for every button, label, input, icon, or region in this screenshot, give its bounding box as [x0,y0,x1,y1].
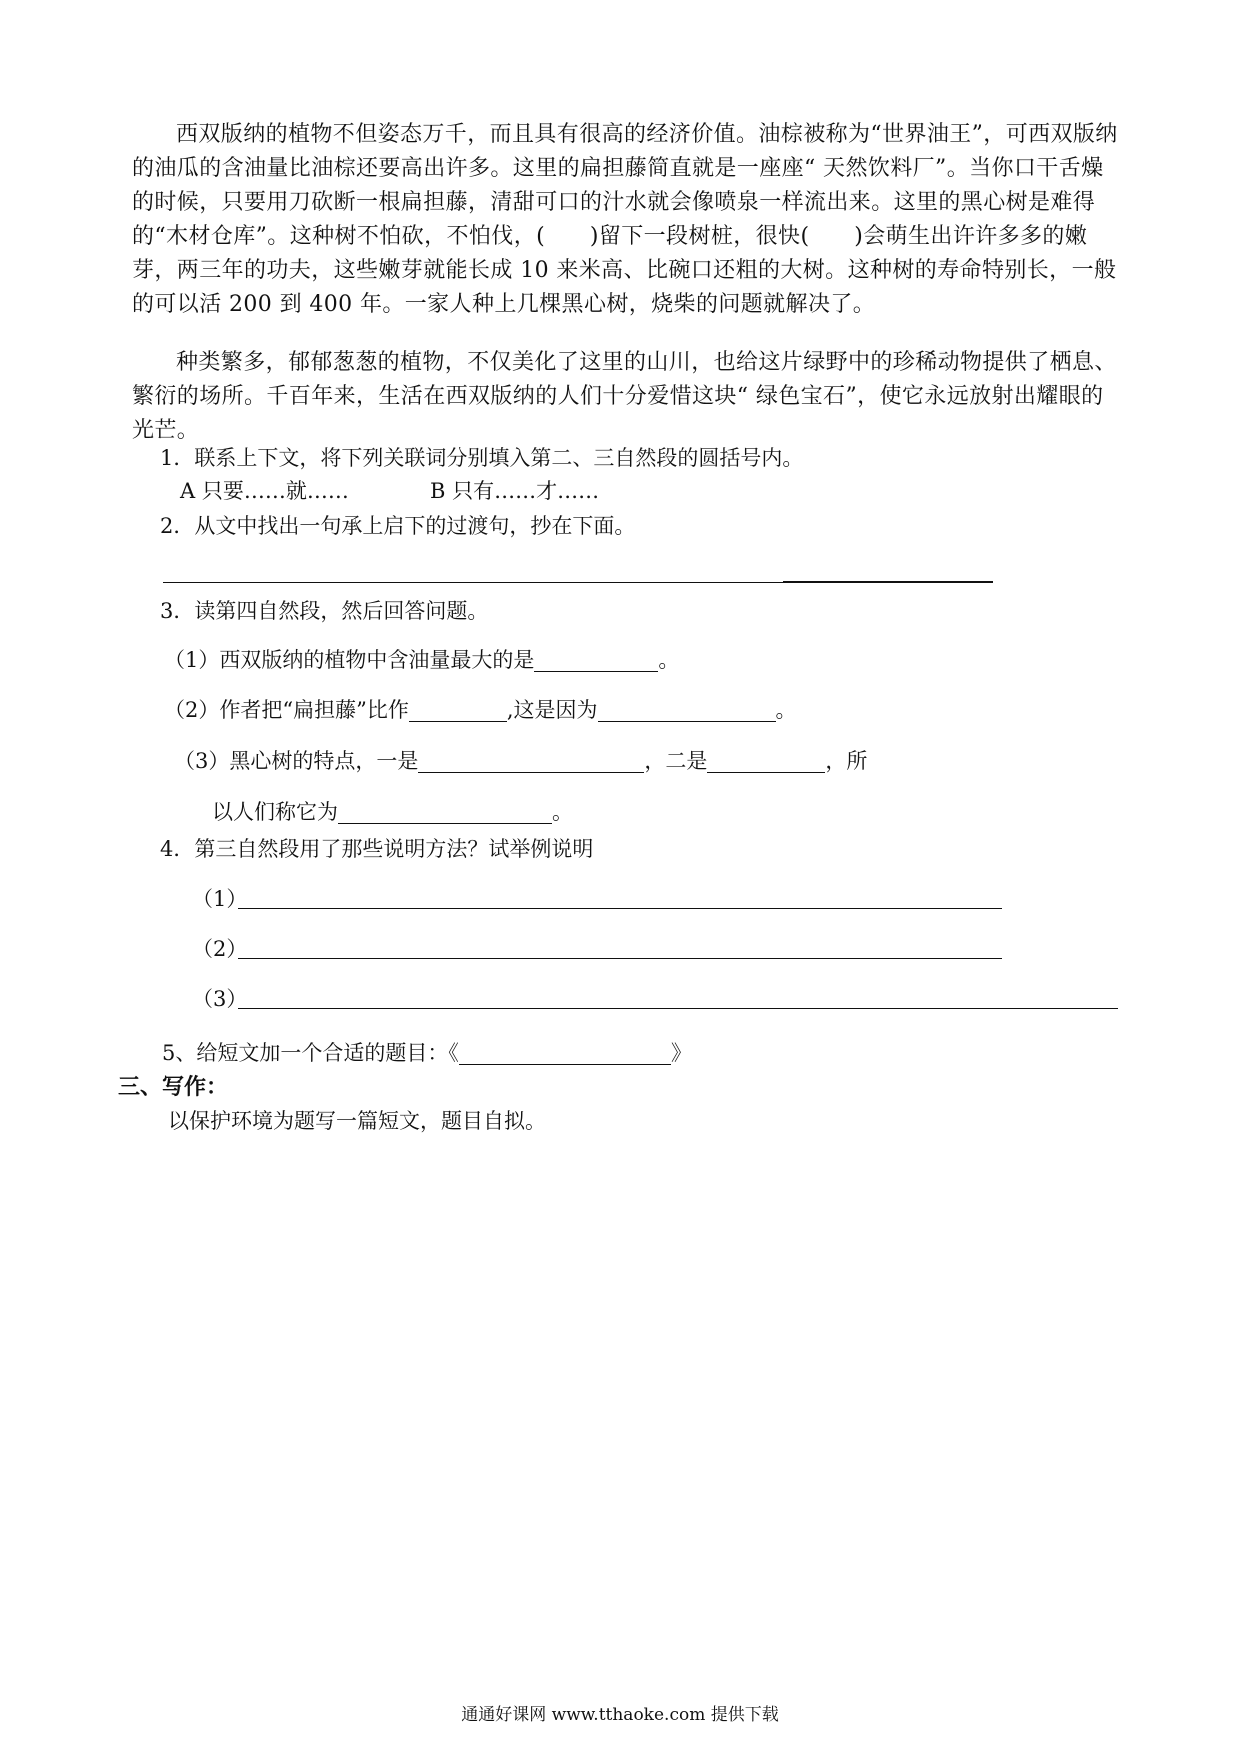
answer-line-q2-b[interactable] [783,581,993,583]
question-3-2 [164,695,797,725]
answer-line-q4-1[interactable] [238,908,1002,909]
q4-label-1: （1） [192,887,248,911]
option-b: B 只有……才…… [430,479,600,503]
question-4: 4．第三自然段用了那些说明方法？试举例说明 [160,837,594,861]
q4-label-3: （3） [192,987,248,1011]
answer-blank-3-1[interactable] [534,647,658,672]
q5-end: 》 [670,1041,692,1065]
answer-blank-3-3c[interactable] [338,799,552,824]
question-3-2-mid: ,这是因为 [506,698,598,722]
question-5 [162,1038,692,1068]
question-2: 2．从文中找出一句承上启下的过渡句，抄在下面。 [160,514,636,538]
answer-line-q2-a[interactable] [163,582,783,583]
answer-line-q4-3[interactable] [238,1008,1118,1009]
answer-blank-3-2a[interactable] [409,697,507,722]
question-3-3 [174,746,867,776]
question-3: 3．读第四自然段，然后回答问题。 [160,599,489,623]
answer-blank-3-3b[interactable] [707,748,825,773]
q3-1-end: 。 [658,648,680,672]
q4-label-2: （2） [192,937,248,961]
question-3-3-continued [212,797,573,827]
footer-credit: 通通好课网 www.tthaoke.com 提供下载 [461,1705,779,1725]
question-3-3-end: ，所 [825,749,868,773]
question-3-1-text: （1）西双版纳的植物中含油量最大的是 [164,648,535,672]
question-5-text: 5、给短文加一个合适的题目：《 [162,1041,459,1065]
passage-paragraph-3: 西双版纳的植物不但姿态万千，而且具有很高的经济价值。油棕被称为“世界油王”，可西双版纳的油瓜的含油量比油棕还要高出许多。这里的扁担藤简直就是一座座“ 天然饮料厂”。当你口干舌燥的时候，只要用刀砍断一根扁担藤，清甜可口的汁水就会像喷泉一样流出来。这里的黑心树是难得的“木材仓库”。这种树不怕砍，不怕伐，( )留下一段树桩，很快( )会萌生出许许多多的嫩芽，两三年的功夫，这些嫩芽就能长成 10 来米高、比碗口还粗的大树。这种树的寿命特别长，一般的可以活 200 到 400 年。一家人种上几棵黑心树，烧柴的问题就解决了。 [132,122,1118,317]
option-a: A 只要……就…… [180,479,349,503]
question-3-3-mid: ，二是 [644,749,708,773]
question-3-1 [164,645,679,675]
question-1: 1．联系上下文，将下列关联词分别填入第二、三自然段的圆括号内。 [160,446,804,470]
writing-heading: 三、写作： [118,1074,229,1100]
q3-3b-end: 。 [552,800,573,824]
answer-blank-title[interactable] [459,1040,671,1065]
passage-paragraph-4: 种类繁多，郁郁葱葱的植物，不仅美化了这里的山川，也给这片绿野中的珍稀动物提供了栖息、繁衍的场所。千百年来，生活在西双版纳的人们十分爱惜这块“ 绿色宝石”，使它永远放射出耀眼的光芒。 [132,350,1117,443]
question-3-3-text: （3）黑心树的特点，一是 [174,749,419,773]
question-3-2-text: （2）作者把“扁担藤”比作 [164,698,409,722]
question-3-3b-text: 以人们称它为 [212,800,338,824]
writing-prompt: 以保护环境为题写一篇短文，题目自拟。 [168,1109,546,1133]
answer-blank-3-2b[interactable] [598,697,776,722]
answer-blank-3-3a[interactable] [418,748,644,773]
q3-2-end: 。 [775,698,797,722]
answer-line-q4-2[interactable] [238,958,1002,959]
